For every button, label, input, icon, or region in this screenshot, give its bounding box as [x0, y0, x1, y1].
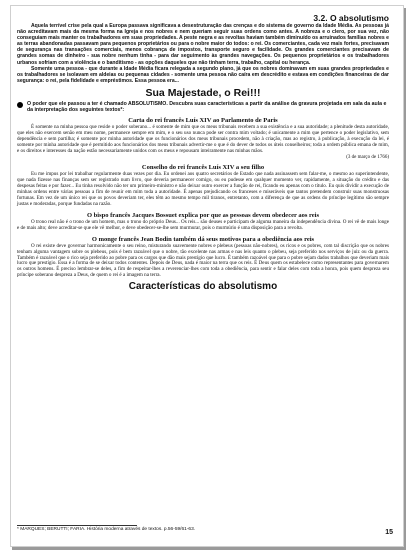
section-title: 3.2. O absolutismo: [313, 13, 389, 23]
bullet-icon: [17, 102, 23, 108]
question-text: O poder que ele passou a ter é chamado ABSOLUTISMO. Descubra suas características a partir da análise da gravura projetada em sala da aula e da interpretação dos seguintes textos*:: [27, 100, 387, 113]
letter-body: Eu me impus por lei trabalhar regularmente duas vezes por dia. Eu ordenei aos quatro secretários de Estado que nada assinassem sem falar-me, o mesmo ao superintendente, que nada fizesse nas finanças sem ser registrado num livro, que deveria permanecer comigo, ou eu pudesse em qualquer momento ver, rapidamente, a situação do crédito e das despesas feitas e por fazer... Eu tinha resolvido não ter um primeiro-ministro e não deixar outro exercer a função de rei, ficando eu apenas com o título. Eu quis dividir a execução de minhas ordens entre várias pessoas a fim de reunir em mim toda a autoridade. É apenas prejudicando os franceses e miseráveis que tantos pretendem construir suas monstruosas fortunas. Em vez de um único rei que os povos deveriam ter, eles têm ao mesmo tempo mil tiranos, entretanto, com a diferença de que as ordens do príncipe legítimo são sempre justas e moderadas, porque fundadas na razão.: [17, 171, 389, 207]
document-page: [10, 5, 404, 547]
footnote-divider: [17, 525, 137, 526]
page-content: [17, 6, 389, 292]
question-block: [17, 101, 389, 113]
intro-paragraph-2: Somente uma pessoa - que durante a Idade Média ficara relegada a segundo plano, já que os nobres dominavam em suas grandes propriedades e os trabalhadores se isolavam em aldeias ou pequenas cidades - somente uma pessoa não caíra em descrédito e estava em condições financeiras de dar segurança: o rei, pela fidelidade e empréstimos. Essa pessoa era...: [17, 65, 389, 84]
letter-date: (3 de março de 1766): [346, 155, 389, 161]
intro-paragraph-1: Aquela terrível crise pela qual a Europa passava significava a desestruturação das crenças e do sistema de governo da Idade Média. As pessoas já não acreditavam mais da mesma forma na Igreja e nos nobres e nem queriam seguir suas ordens como antes. A nobreza e o clero, por sua vez, não conseguiam mais manter os trabalhadores em suas propriedades. A peste negra e as revoltas haviam também diminuído os arruinados famílias nobres e as terras abandonadas passavam para pequenos proprietários ou para o nobre maior do todos: o rei. Os comerciantes, cada vez mais fortes, precisavam de segurança nas transações comerciais, menos cobrança de impostos, transporte seguro e facilidade. Os grandes comerciantes precisavam de grandes somas de dinheiro - sua nobre nenhum tinha - para dar seguimento às grandes navegações. Os pequenos proprietários e os trabalhadores urbanos sofriam com a violência e o banditismo - as opções daqueles que não tinham terra, trabalho, capital ou herança.: [17, 23, 389, 66]
letter-body: O trono real não é o trono de um homem, mas o trono do próprio Deus... Os reis... são deuses e participam de alguma maneira da independência divina. O rei vê de mais longe e de mais alto; deve acreditar-se que ele vê melhor, e deve obedecer-se-lhe sem murmurar, pois o murmúrio é uma disposição para a revolta.: [17, 218, 389, 231]
letter-title: O bispo francês Jacques Bossuet explica por que as pessoas devem obedecer aos reis: [86, 211, 320, 219]
main-heading: Sua Majestade, o Rei!!!: [145, 86, 261, 99]
letter-title: Conselho do rei francês Luís XIV a seu filho: [141, 164, 265, 172]
page-number: 15: [385, 529, 393, 536]
letter-body: É somente na minha pessoa que reside o poder soberano... é somente de mim que os meus tribunais recebem a sua existência e a sua autoridade; a plenitude desta autoridade, que eles não exercem senão em meu nome, permanece sempre em mim, e o seu uso nunca pode ser contra mim voltado; é unicamente a mim que pertence o poder legislativo, sem dependência e sem partilha; é somente por minha autoridade que os funcionários dos meus tribunais procedem, não à criação, mas ao registro, à publicação, à execução da lei, é somente por minha autoridade que é permitido aos funcionários dos meus tribunais advertir-me o que é do dever de todos os úteis conselheiros; toda a ordem pública emana de mim, e os direitos e interesses da nação estão necessariamente unidos com os meus e repousam inteiramente nas minhas mãos.: [17, 123, 389, 154]
letter-title: Carta do rei francês Luís XIV ao Parlamento de Paris: [128, 116, 278, 124]
footnote: * MARQUES; BERUTTI; FARIA. História moderna através de textos. p.56-59/61-63.: [17, 527, 196, 532]
section-heading: Características do absolutismo: [128, 281, 278, 293]
letter-title: O monge francês Jean Bodin também dá seus motivos para a obediência aos reis: [91, 235, 315, 243]
letter-body: O rei existe deve governar harmonicamente o seu reino, misturando suavemente nobres e plebeus (pessoas não-nobres), os ricos e os pobres, com tal discrição que os nobres tenham alguma vantagem sobre os plebeus, pois é bem razoável que o nobre, tão excelente nas armas e nas leis quanto o plebeu, seja preferido nos serviços de juiz ou da guerra. Também é razoável que o rico seja preferido ao pobre para os cargos que dão mais prestígio que lucro. É também razoável que para o pobre sejam dados trabalhos que deveriam mais lucro que prestígio. Essa é a forma de se deixar todos contentes. Depois de Deus, nada é maior na terra que os reis. É Deus quem os estabelece como representantes para governarem os outros homens. É preciso lembrar-se deles, a fim de respeitar-lhes a reverenciar-lhes com toda a obediência, para sentir e falar deles com toda a honra, pois quem despreza seu príncipe soberano despreza a Deus, de quem o rei é a imagem na terra.: [17, 242, 389, 279]
